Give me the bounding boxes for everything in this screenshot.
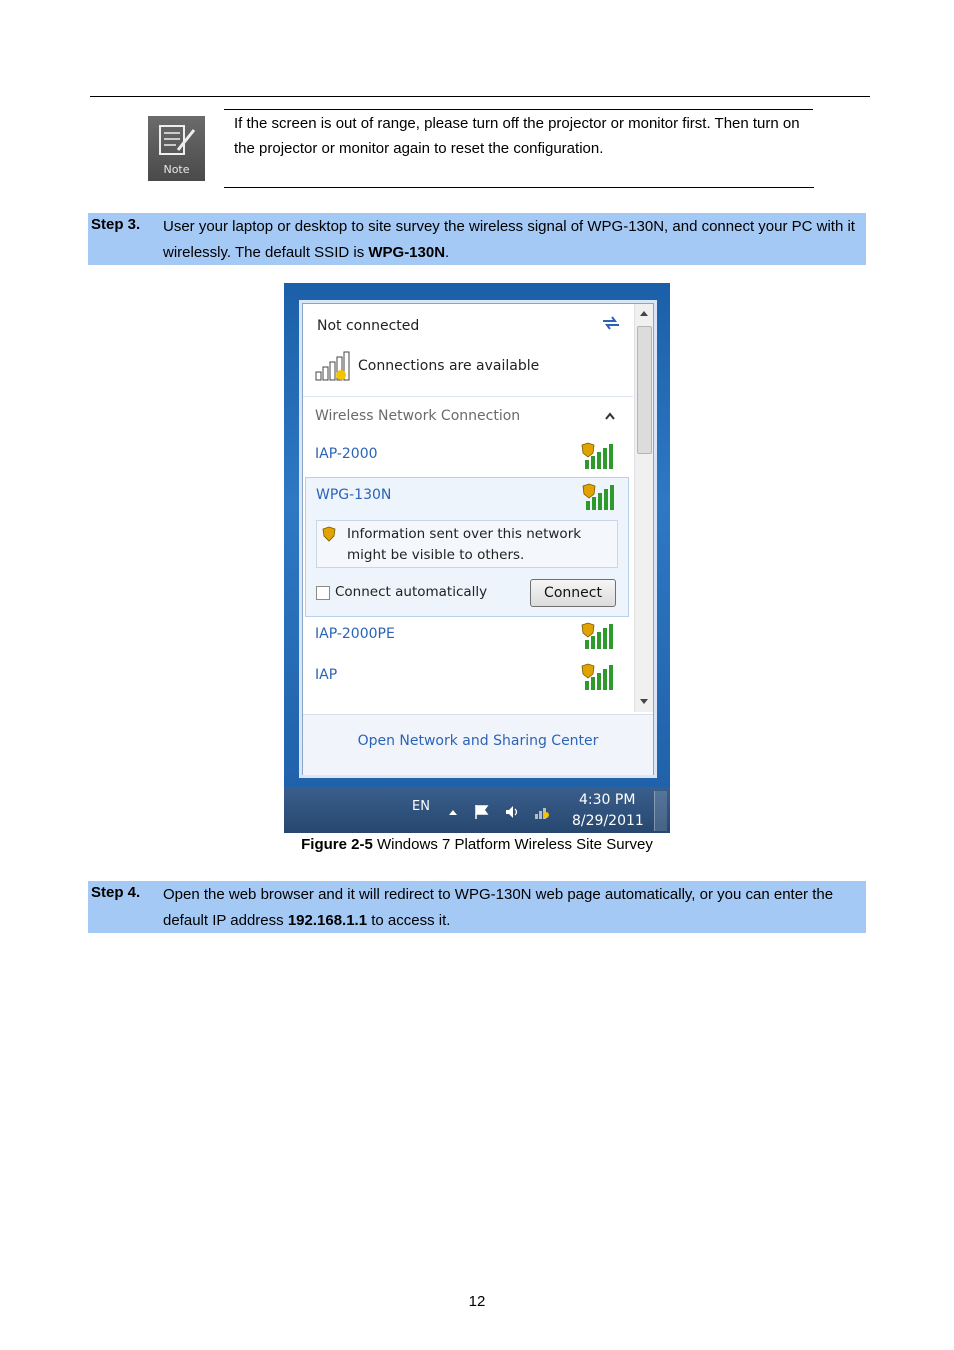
warning-line-2: might be visible to others. [347,547,525,563]
auto-connect-checkbox[interactable] [316,586,330,600]
secured-signal-icon [581,622,615,650]
network-name: WPG-130N [316,487,392,503]
note-icon [148,116,205,181]
show-desktop-button[interactable] [654,791,667,831]
connect-button[interactable]: Connect [530,579,616,607]
signal-available-icon [315,350,353,382]
network-tray-icon[interactable] [534,804,552,820]
volume-icon[interactable] [504,804,520,820]
default-ip: 192.168.1.1 [287,912,368,929]
panel-footer [303,714,653,775]
note-text: If the screen is out of range, please turn off the projector or monitor first. Then turn on the projector or monitor again to reset the configuration. [234,115,800,157]
note-bottom-rule [224,187,814,188]
step-4-label: Step 4. [91,884,141,901]
section-header: Wireless Network Connection [315,408,521,424]
secured-signal-icon [581,442,615,470]
clock-time[interactable]: 4:30 PM [579,792,636,808]
network-flyout [302,303,654,775]
page-number: 12 [468,1293,486,1310]
show-hidden-icons-icon[interactable] [449,809,457,815]
shield-warning-icon [322,526,336,542]
connections-available: Connections are available [358,358,540,374]
step-4 [88,881,866,933]
step-3-text: User your laptop or desktop to site survey the wireless signal of WPG-130N, and connect your PC with it wirelessly. The default SSID is WPG-130N. [163,218,855,261]
security-warning [316,520,618,568]
step-4-text: Open the web browser and it will redirect to WPG-130N web page automatically, or you can enter the default IP address 192.168.1.1 to access it. [163,886,834,929]
selected-network[interactable] [305,477,629,617]
step-3 [88,213,866,265]
open-network-center-link[interactable]: Open Network and Sharing Center [357,733,599,749]
connection-status: Not connected [317,318,420,334]
header-rule [90,96,870,97]
section-divider [303,396,633,397]
scroll-thumb[interactable] [637,326,652,454]
warning-line-1: Information sent over this network [347,526,582,542]
language-indicator[interactable]: EN [412,799,430,814]
auto-connect-label: Connect automatically [335,584,488,600]
figure-caption: Figure 2-5 Windows 7 Platform Wireless Site Survey [301,836,653,853]
chevron-up-icon[interactable] [605,412,615,420]
action-center-flag-icon[interactable] [474,804,490,820]
network-name[interactable]: IAP-2000 [315,446,378,462]
windows7-network-screenshot [284,283,670,833]
note-top-rule [224,109,813,110]
scroll-up-icon[interactable] [640,310,648,316]
secured-signal-icon [581,663,615,691]
taskbar [284,787,670,833]
clock-date[interactable]: 8/29/2011 [572,813,644,829]
network-name[interactable]: IAP-2000PE [315,626,395,642]
secured-signal-icon [582,483,616,511]
default-ssid: WPG-130N [368,244,446,261]
refresh-icon[interactable] [601,314,621,332]
scroll-down-icon[interactable] [640,699,648,705]
note-pencil-icon [148,116,205,166]
note-icon-label: Note [163,163,190,176]
scrollbar[interactable] [634,304,653,712]
network-name[interactable]: IAP [315,667,338,683]
step-3-label: Step 3. [91,216,141,233]
